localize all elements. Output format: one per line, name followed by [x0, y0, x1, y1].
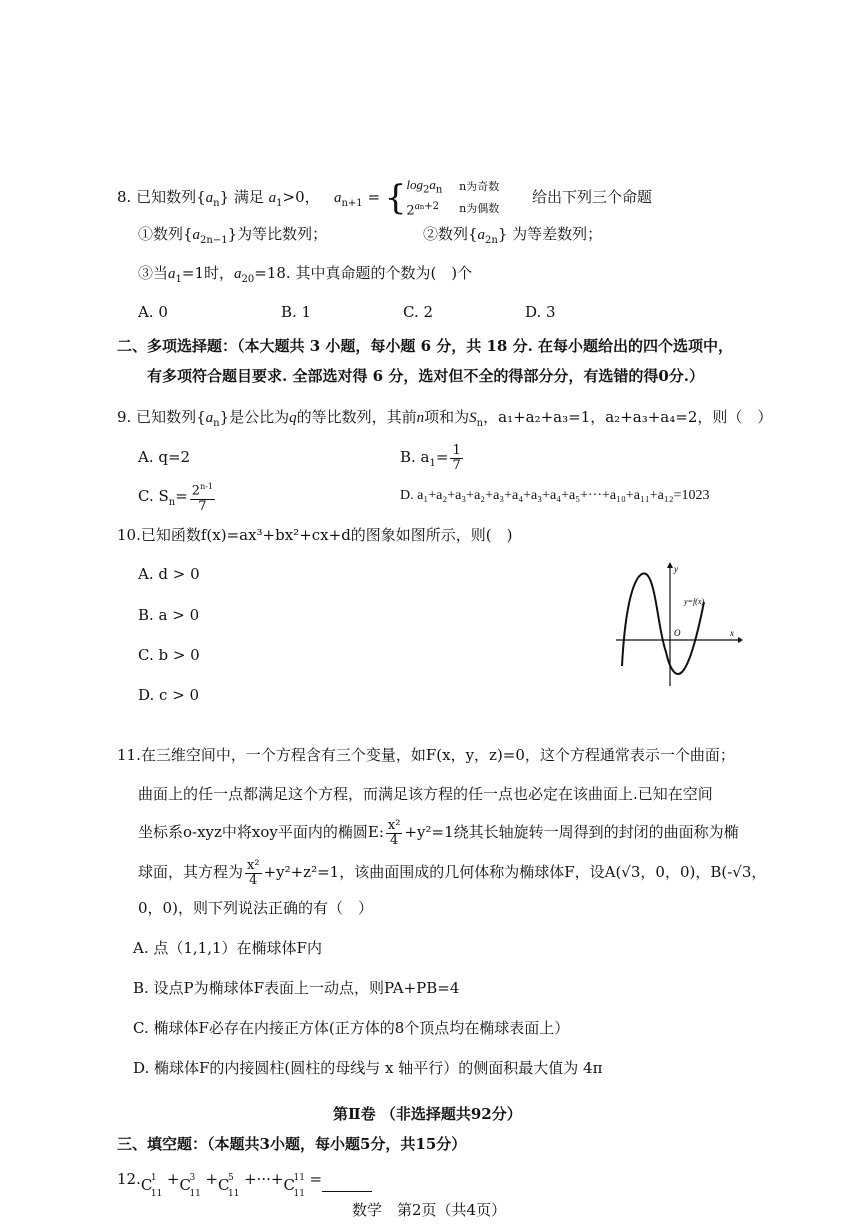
piecewise-brace: {	[384, 178, 407, 218]
piecewise-conditions: n为奇数 n为偶数	[459, 180, 500, 215]
fraction: $\frac{\text{x²}}{4}$	[387, 817, 401, 848]
q11-line-1: 11.在三维空间中，一个方程含有三个变量，如F(x，y，z)=0，这个方程通常表示一个曲面；	[117, 746, 735, 764]
binomial-coefficient: C 3 11	[179, 1173, 201, 1199]
q8-proposition-2: ②数列$\{a_{2n}\}$ 为等差数列；	[423, 225, 603, 246]
answer-blank[interactable]	[322, 1177, 372, 1192]
q11-option-c: C. 椭球体F必存在内接正方体(正方体的8个顶点均在椭球表面上）	[133, 1019, 570, 1037]
y-axis-arrow	[667, 562, 673, 568]
q12-stem: 12. C 1 11 + C 3 11 + C 5 11 +···+ C 11 11 =	[117, 1166, 372, 1192]
q8-option-a: A. 0	[138, 303, 168, 321]
q9-option-b: B. $a_1=$ $\frac{1}{7}$	[400, 442, 461, 473]
q10-option-a: A. d > 0	[138, 565, 200, 583]
y-axis-label: y	[674, 564, 678, 574]
q10-option-d: D. c > 0	[138, 686, 200, 704]
q11-option-a: A. 点（1,1,1）在椭球体F内	[133, 939, 322, 957]
q11-option-b: B. 设点P为椭球体F表面上一动点，则PA+PB=4	[133, 979, 460, 997]
fraction: $\frac{2^{n-1}}{7}$	[191, 482, 214, 514]
section-2-heading: 二、多项选择题：（本大题共 3 小题，每小题 6 分，共 18 分. 在每小题给出的四个选项中，	[117, 337, 734, 355]
q10-option-b: B. a > 0	[138, 606, 200, 624]
q8-proposition-1: ①数列$\{a_{2n-1}\}$为等比数列；	[138, 225, 328, 246]
q11-line-3: 坐标系o-xyz中将xoy平面内的椭圆E: $\frac{\text{x²}}{4}$ +y²=1绕其长轴旋转一周得到的封闭的曲面称为椭	[138, 817, 739, 848]
q11-line-4: 球面，其方程为 $\frac{\text{x²}}{4}$ +y²+z²=1，该曲面围成的几何体称为椭球体F，设A(√3，0，0)，B(-√3，	[138, 857, 767, 888]
q9-option-a: A. q=2	[138, 448, 191, 466]
cubic-function-graph	[612, 560, 744, 690]
q11-line-5: 0，0)，则下列说法正确的有（ ）	[138, 899, 373, 917]
binomial-coefficient: C 1 11	[140, 1173, 163, 1199]
q9-option-d: D. a₁+a₂+a₃+a₂+a₃+a₄+a₃+a₄+a₅+···+a₁₀+a₁₁+a₁₂=1023	[400, 488, 710, 503]
origin-label: O	[674, 628, 681, 638]
part-2-heading: 第Ⅱ卷 （非选择题共92分）	[333, 1105, 522, 1123]
q10-option-c: C. b > 0	[138, 646, 200, 664]
x-axis-arrow	[738, 637, 743, 643]
section-2-heading-cont: 有多项符合题目要求. 全部选对得 6 分，选对但不全的得部分分，有选错的得0分.）	[147, 367, 704, 385]
fraction: $\frac{1}{7}$	[452, 442, 461, 473]
curve-label: y=f(x)	[684, 597, 705, 606]
q8-option-b: B. 1	[281, 303, 312, 321]
q10-stem: 10.已知函数f(x)=ax³+bx²+cx+d的图象如图所示，则( )	[117, 526, 513, 544]
piecewise-cases: $\log_2a_n$ $2^{an+2}$	[406, 177, 443, 218]
q11-line-2: 曲面上的任一点都满足这个方程，而满足该方程的任一点也必定在该曲面上.已知在空间	[138, 785, 713, 803]
q9-stem: 9. 已知数列$\{a_n\}$是公比为q的等比数列，其前n项和为$S_n$，a₁+a₂+a₃=1，a₂+a₃+a₄=2，则（ ）	[117, 408, 773, 429]
q8-option-c: C. 2	[403, 303, 434, 321]
binomial-coefficient: C 11 11	[283, 1173, 305, 1199]
x-axis-label: x	[730, 628, 734, 638]
q8-option-d: D. 3	[525, 303, 556, 321]
q11-option-d: D. 椭球体F的内接圆柱(圆柱的母线与 x 轴平行）的侧面积最大值为 4π	[133, 1059, 603, 1077]
q8-proposition-3: ③当$a_1=1$时，$a_{20}=18$. 其中真命题的个数为( )个	[138, 264, 473, 285]
page-footer: 数学 第2页（共4页）	[352, 1201, 507, 1219]
q9-option-c: C. $S_n=$ $\frac{2^{n-1}}{7}$	[138, 482, 214, 514]
fraction: $\frac{\text{x²}}{4}$	[247, 857, 260, 888]
cubic-curve	[622, 574, 704, 674]
section-3-heading: 三、填空题：（本题共3小题，每小题5分，共15分）	[117, 1135, 467, 1153]
q8-stem: 8. 已知数列$\{a_n\}$ 满足 $a_1>0$， $a_{n+1}$ = { $\log_2a_n$ $2^{an+2}$ n为奇数 n为偶数 给出下列三个命题	[117, 177, 653, 218]
binomial-coefficient: C 5 11	[218, 1173, 240, 1199]
